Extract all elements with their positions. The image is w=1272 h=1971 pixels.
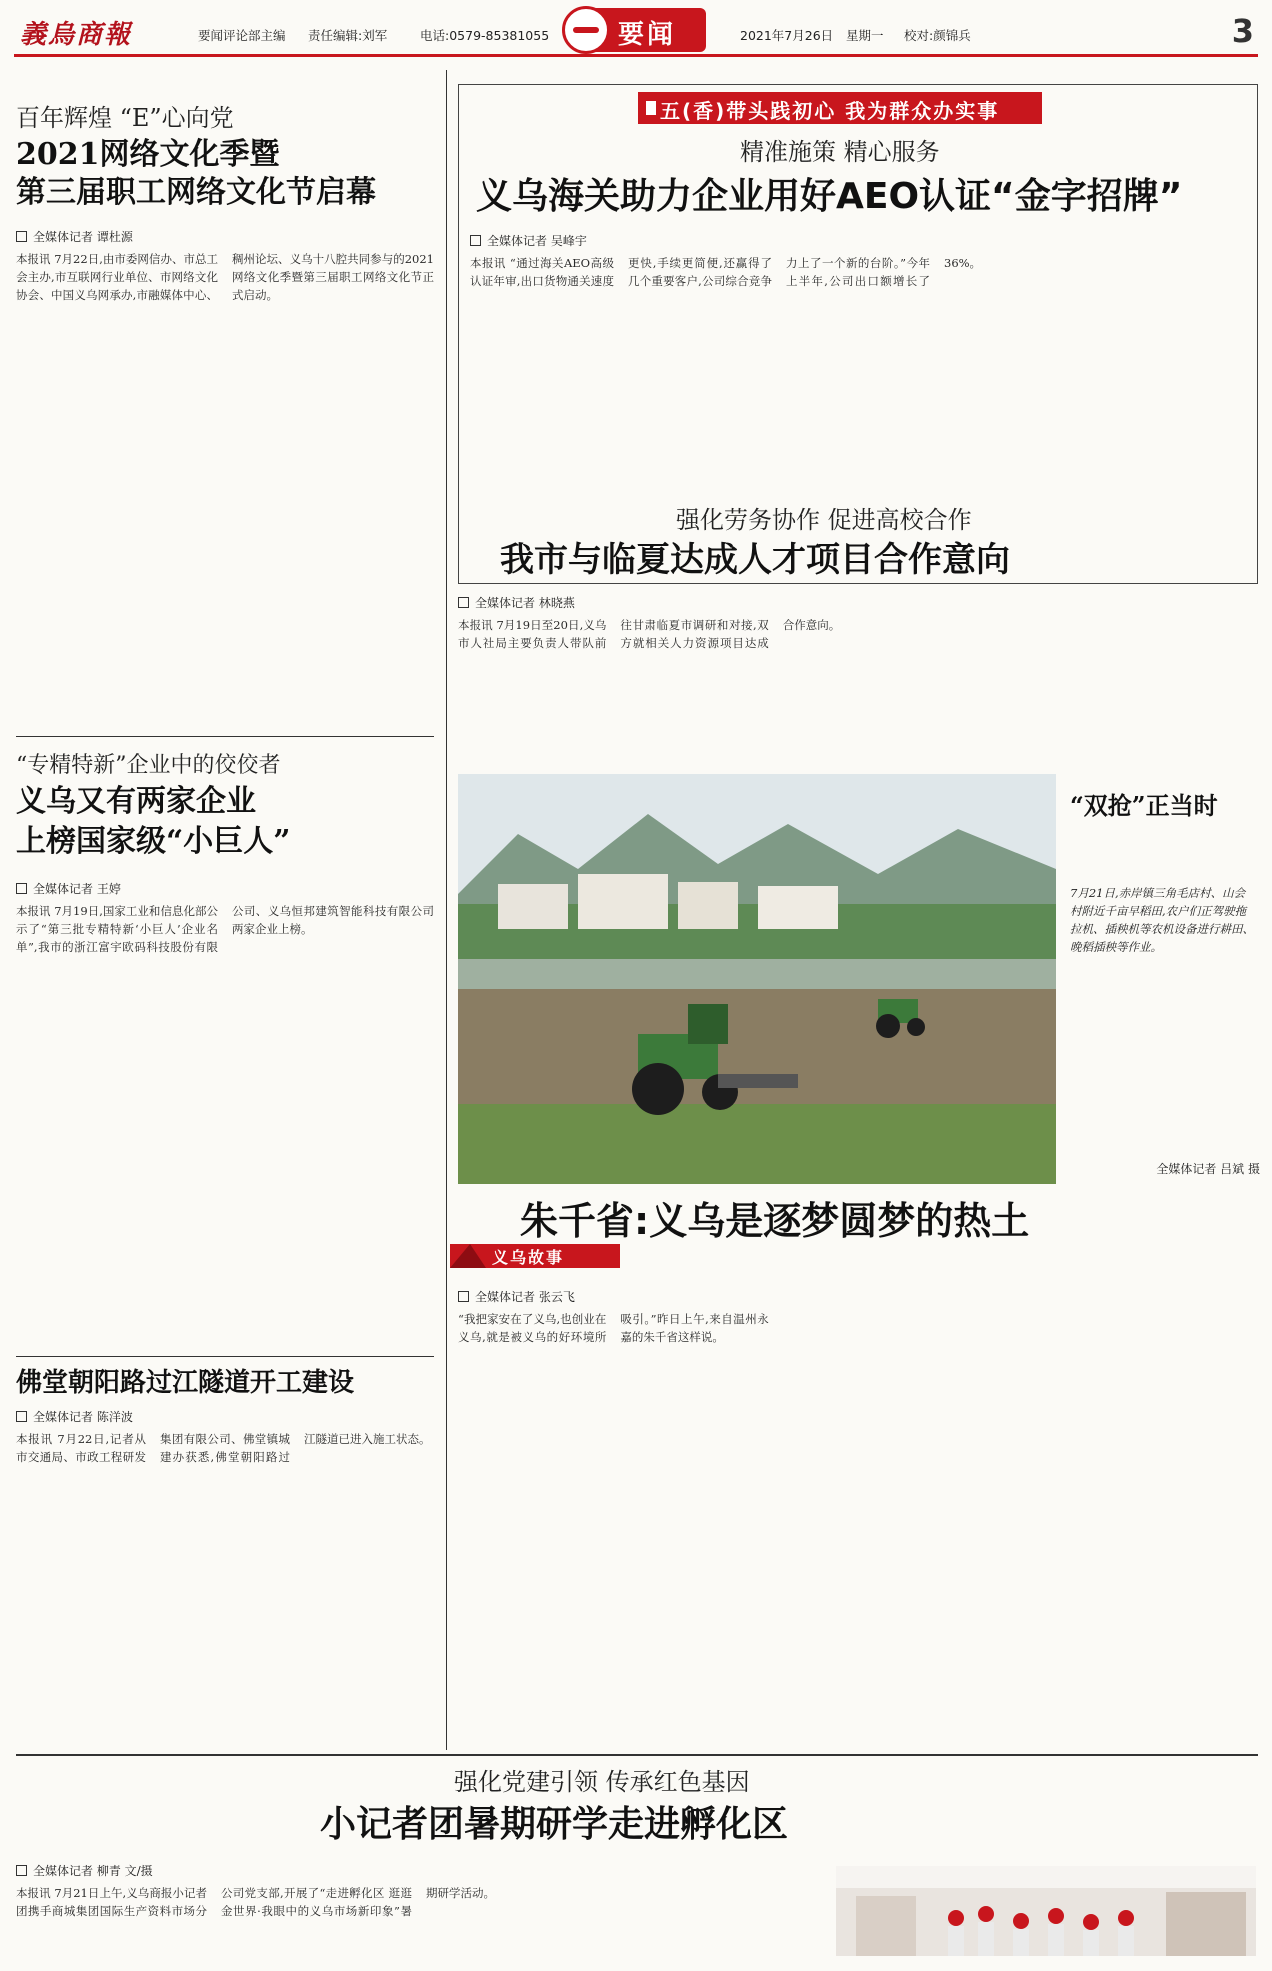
farm-photo — [458, 774, 1056, 1184]
article3-title: 佛堂朝阳路过江隧道开工建设 — [16, 1368, 355, 1398]
article5-title: 我市与临夏达成人才项目合作意向 — [500, 540, 1010, 580]
divider — [16, 736, 434, 737]
article4-title: 义乌海关助力企业用好AEO认证“金字招牌” — [476, 176, 1183, 217]
article3-byline: 全媒体记者 陈洋波 — [16, 1408, 133, 1425]
article6-title: 朱千省:义乌是逐梦圆梦的热土 — [520, 1199, 1030, 1243]
article5-kicker: 强化劳务协作 促进高校合作 — [676, 506, 972, 534]
issue-weekday: 星期一 — [846, 28, 884, 43]
article6-byline: 全媒体记者 张云飞 — [458, 1288, 575, 1305]
article2-title — [16, 782, 436, 862]
article1-title-line1: 2021网络文化季暨 — [16, 137, 280, 172]
article7-byline: 全媒体记者 柳青 文/摄 — [16, 1862, 153, 1879]
article4-kicker: 精准施策 精心服务 — [740, 138, 940, 166]
article2-title-line2: 上榜国家级“小巨人” — [16, 824, 291, 859]
article1-title — [16, 136, 436, 212]
article5-body: 本报讯 7月19日至20日,义乌市人社局主要负责人带队前往甘肃临夏市调研和对接,双方就相关人力资源项目达成合作意向。 — [458, 618, 841, 650]
article5-byline: 全媒体记者 林晓燕 — [458, 594, 575, 611]
article2-body: 本报讯 7月19日,国家工业和信息化部公示了“第三批专精特新‘小巨人’企业名单”,我市的浙江富宇欧码科技股份有限公司、义乌恒邦建筑智能科技有限公司两家企业上榜。 — [16, 904, 434, 954]
section-badge-emblem — [562, 6, 610, 54]
divider — [16, 1356, 434, 1357]
editor-in-chief: 要闻评论部主编 — [198, 28, 286, 43]
article7-kicker: 强化党建引领 传承红色基因 — [454, 1768, 750, 1796]
phone-number: 电话:0579-85381055 — [420, 28, 550, 43]
page-number: 3 — [1231, 12, 1254, 50]
masthead-rule — [14, 54, 1258, 57]
story-tag — [450, 1238, 620, 1274]
article1-byline: 全媒体记者 谭杜源 — [16, 228, 133, 245]
divider — [16, 1754, 1258, 1756]
column-divider — [446, 70, 447, 1750]
story-tag-label: 义乌故事 — [492, 1248, 565, 1267]
article3-body: 本报讯 7月22日,记者从市交通局、市政工程研发集团有限公司、佛堂镇城建办获悉,佛堂朝阳路过江隧道已进入施工状态。 — [16, 1432, 431, 1464]
article1-kicker: 百年辉煌 “E”心向党 — [16, 104, 234, 132]
article7-title: 小记者团暑期研学走进孵化区 — [320, 1804, 789, 1845]
issue-date: 2021年7月26日 — [740, 28, 834, 43]
article2-kicker: “专精特新”企业中的佼佼者 — [16, 753, 281, 778]
study-tour-illustration — [836, 1866, 1256, 1956]
proofreader: 校对:颜锦兵 — [904, 28, 971, 43]
article2-byline: 全媒体记者 王婷 — [16, 880, 121, 897]
article1-title-line2: 第三届职工网络文化节启幕 — [16, 175, 376, 210]
responsible-editor: 责任编辑:刘军 — [308, 28, 388, 43]
article1-body: 本报讯 7月22日,由市委网信办、市总工会主办,市互联网行业单位、市网络文化协会、中国义乌网承办,市融媒体中心、稠州论坛、义乌十八腔共同参与的2021网络文化季暨第三届职工网络文化节正式启动。 — [16, 252, 434, 302]
article4-body: 本报讯 “通过海关AEO高级认证年审,出口货物通关速度更快,手续更简便,还赢得了几个重要客户,公司综合竞争力上了一个新的台阶。”今年上半年,公司出口额增长了36%。 — [470, 256, 982, 288]
article6-body: “我把家安在了义乌,也创业在义乌,就是被义乌的好环境所吸引。”昨日上午,来自温州永嘉的朱千省这样说。 — [458, 1312, 769, 1344]
photo1-title: “双抢”正当时 — [1070, 791, 1218, 820]
newspaper-logo: 義烏商報 — [20, 20, 133, 50]
article7-body: 本报讯 7月21日上午,义乌商报小记者团携手商城集团国际生产资料市场分公司党支部,开展了“走进孵化区 逛逛金世界·我眼中的义乌市场新印象”暑期研学活动。 — [16, 1886, 495, 1918]
article4-banner: 五(香)带头践初心 我为群众办实事 — [638, 92, 1042, 124]
study-tour-photo — [836, 1866, 1256, 1956]
article4-byline: 全媒体记者 吴峰宇 — [470, 232, 587, 249]
section-badge — [564, 8, 706, 52]
section-name: 要闻 — [618, 20, 677, 50]
photo1-credit: 全媒体记者 吕斌 摄 — [1156, 1162, 1260, 1176]
article2-title-line1: 义乌又有两家企业 — [16, 784, 256, 819]
photo1-caption: 7月21日,赤岸镇三角毛店村、山会村附近千亩早稻田,农户们正驾驶拖拉机、插秧机等农机设备进行耕田、晚稻插秧等作业。 — [1070, 886, 1254, 954]
farm-photo-illustration — [458, 774, 1056, 1184]
